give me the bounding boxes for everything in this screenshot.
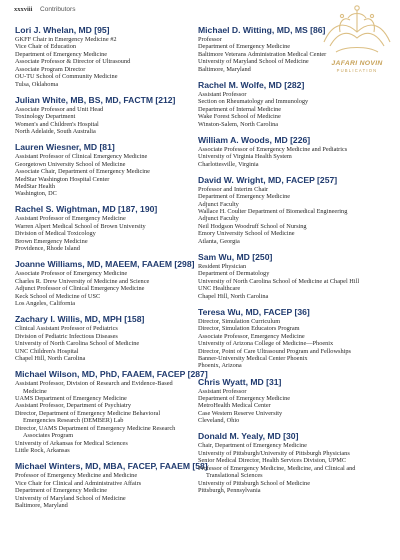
affiliation-line: Chair, Department of Emergency Medicine — [198, 442, 307, 450]
affiliation-line: Associate Professor and Unit Head — [15, 105, 104, 113]
affiliation-line: Translational Sciences — [206, 472, 263, 480]
affiliation-line: Associate Professor of Emergency Medicine — [15, 270, 128, 278]
affiliation-line: Division of Pediatric Infectious Diseases — [15, 332, 118, 340]
contributor-entry — [15, 259, 195, 307]
contributor-entry — [198, 175, 388, 246]
affiliation-line: Phoenix, Arizona — [198, 362, 242, 370]
affiliation-line: UNC Healthcare — [198, 285, 241, 293]
affiliation-line: University of North Carolina School of Medicine — [15, 340, 140, 348]
affiliation-line: Los Angeles, California — [15, 300, 75, 308]
affiliation-line: Emory University School of Medicine — [198, 230, 295, 238]
affiliation-line: Professor and Interim Chair — [198, 185, 269, 193]
affiliation-line: Adjunct Faculty — [198, 215, 239, 223]
affiliation-line: OU-TU School of Community Medicine — [15, 73, 118, 81]
contributor-entry — [15, 25, 195, 88]
affiliation-line: Cleveland, Ohio — [198, 417, 240, 425]
affiliation-line: University of Maryland School of Medicine — [198, 58, 309, 66]
affiliation-line: Department of Emergency Medicine — [198, 43, 291, 51]
affiliation-line: Associates Program — [23, 432, 74, 440]
affiliation-line: MedStar Washington Hospital Center — [15, 175, 110, 183]
affiliation-line: Department of Emergency Medicine — [15, 50, 108, 58]
affiliation-line: Professor of Emergency Medicine and Medicine — [15, 472, 138, 480]
watermark-brand: JAFARI NOVIN — [331, 60, 383, 67]
contributor-entry — [198, 307, 388, 370]
affiliation-line: Assistant Professor of Clinical Emergency Medicine — [15, 153, 148, 161]
affiliation-line: Adjunct Faculty — [198, 200, 239, 208]
affiliation-line: Tulsa, Oklahoma — [15, 80, 59, 88]
affiliation-line: Charlottesville, Virginia — [198, 160, 259, 168]
affiliation-line: Winston-Salem, North Carolina — [198, 120, 279, 128]
affiliation-line: GKFF Chair in Emergency Medicine #2 — [15, 36, 117, 43]
contributor-entry — [198, 431, 388, 494]
affiliation-line: Neil Hodgson Woodruff School of Nursing — [198, 222, 307, 230]
contributor-name: Lauren Wiesner, MD [81] — [15, 142, 115, 153]
affiliation-line: University of Arizona College of Medicine—Phoenix — [198, 340, 334, 348]
contributor-name: Sam Wu, MD [250] — [198, 251, 273, 262]
page-number: xxxviii — [14, 6, 33, 13]
affiliation-line: Banner-University Medical Center Phoenix — [198, 355, 308, 363]
affiliation-line: Vice Chair of Education — [15, 43, 76, 51]
affiliation-line: Section on Rheumatology and Immunology — [198, 98, 309, 106]
affiliation-line: Assistant Professor, Department of Psychiatry — [15, 402, 132, 410]
watermark-subtitle: PUBLICATION — [336, 68, 378, 73]
affiliation-line: University of Pittsburgh School of Medicine — [198, 479, 310, 487]
affiliation-line: Wallace H. Coulter Department of Biomedical Engineering — [198, 208, 348, 216]
affiliation-line: Clinical Assistant Professor of Pediatrics — [15, 325, 118, 333]
affiliation-line: Charles R. Drew University of Medicine and Science — [15, 277, 150, 285]
affiliation-line: Pittsburgh, Pennsylvania — [198, 487, 261, 495]
affiliation-line: Associate Professor, Emergency Medicine — [198, 332, 305, 340]
affiliation-line: UAMS Department of Emergency Medicine — [15, 394, 127, 402]
affiliation-line: Director, UAMS Department of Emergency Medicine Research — [15, 424, 176, 432]
contributor-entry — [15, 314, 195, 362]
affiliation-line: Director, Department of Emergency Medicine Behavioral — [15, 409, 161, 417]
contributor-name: Teresa Wu, MD, FACEP [36] — [198, 306, 310, 317]
contributor-entry — [198, 135, 388, 168]
affiliation-line: Chapel Hill, North Carolina — [198, 292, 269, 300]
contributor-entry — [15, 95, 195, 136]
affiliation-line: Baltimore Veterans Administration Medical Center — [198, 50, 327, 58]
affiliation-line: Brown Emergency Medicine — [15, 237, 88, 245]
contributor-entry — [198, 377, 388, 425]
affiliation-line: Resident Physician — [198, 262, 247, 270]
contributor-name: Lori J. Whelan, MD [95] — [15, 25, 110, 35]
affiliation-line: Division of Medical Toxicology — [15, 230, 96, 238]
affiliation-line: Georgetown University School of Medicine — [15, 160, 126, 168]
affiliation-line: MedStar Health — [15, 182, 56, 190]
contributor-entry — [15, 369, 208, 455]
affiliation-line: North Adelaide, South Australia — [15, 128, 96, 136]
affiliation-line: Emergencies Research (DEMBER) Lab — [23, 417, 124, 425]
affiliation-line: MetroHealth Medical Center — [198, 402, 271, 410]
contributor-name: Donald M. Yealy, MD [30] — [198, 431, 299, 442]
affiliation-line: Assistant Professor, Division of Research and Evidence-Based — [15, 380, 173, 388]
affiliation-line: Adjunct Professor of Clinical Emergency Medicine — [15, 285, 145, 293]
affiliation-line: Washington, DC — [15, 190, 57, 198]
contributor-name: Michael Wilson, MD, PhD, FAAEM, FACEP [287] — [15, 369, 208, 380]
affiliation-line: Department of Emergency Medicine — [198, 193, 291, 201]
affiliation-line: University of Arkansas for Medical Sciences — [15, 439, 128, 447]
contributor-entry — [15, 461, 208, 509]
affiliation-line: Director, Point of Care Ultrasound Program and Fellowships — [198, 347, 351, 355]
affiliation-line: Atlanta, Georgia — [198, 237, 240, 245]
affiliation-line: University of Pittsburgh/University of Pittsburgh Physicians — [198, 449, 350, 457]
contributor-name: Rachel M. Wolfe, MD [282] — [198, 79, 305, 90]
affiliation-line: Associate Program Director — [15, 65, 86, 73]
affiliation-line: University of Virginia Health System — [198, 153, 292, 161]
contributor-entry — [15, 204, 195, 252]
contributor-name: Joanne Williams, MD, MAEEM, FAAEM [298] — [15, 259, 195, 270]
affiliation-line: Associate Professor of Emergency Medicine and Pediatrics — [198, 145, 348, 153]
affiliation-line: Keck School of Medicine of USC — [15, 292, 101, 300]
affiliation-line: Medicine — [23, 387, 47, 395]
contributors-right-column — [198, 25, 388, 501]
affiliation-line: Department of Internal Medicine — [198, 105, 282, 113]
affiliation-line: Baltimore, Maryland — [198, 65, 251, 73]
section-title: Contributors — [40, 6, 76, 13]
contributors-left-column — [15, 25, 208, 516]
affiliation-line: Department of Emergency Medicine — [15, 487, 108, 495]
contributor-name: William A. Woods, MD [226] — [198, 134, 311, 145]
affiliation-line: Associate Chair, Department of Emergency Medicine — [15, 168, 150, 176]
affiliation-line: Director, Simulation Curriculum — [198, 317, 281, 325]
affiliation-line: Department of Emergency Medicine — [198, 394, 291, 402]
affiliation-line: Associate Professor & Director of Ultrasound — [15, 58, 131, 66]
affiliation-line: Women's and Children's Hospital — [15, 120, 99, 128]
contributor-name: Rachel S. Wightman, MD [187, 190] — [15, 204, 158, 215]
contributor-name: Chris Wyatt, MD [31] — [198, 376, 282, 387]
affiliation-line: Providence, Rhode Island — [15, 245, 80, 253]
affiliation-line: Chapel Hill, North Carolina — [15, 355, 86, 363]
affiliation-line: UNC Children's Hospital — [15, 347, 79, 355]
contributor-entry — [198, 252, 388, 300]
contributor-name: Julian White, MB, BS, MD, FACTM [212] — [15, 94, 176, 105]
affiliation-line: Professor of Emergency Medicine, Medicine, and Clinical and — [198, 464, 356, 472]
affiliation-line: Baltimore, Maryland — [15, 502, 68, 509]
affiliation-line: Vice Chair for Clinical and Administrative Affairs — [15, 479, 142, 487]
contributor-name: Michael Winters, MD, MBA, FACEP, FAAEM [58] — [15, 461, 208, 472]
affiliation-line: Senior Medical Director, Health Services Division, UPMC — [198, 457, 347, 465]
contributor-entry — [15, 142, 195, 198]
affiliation-line: Director, Simulation Educators Program — [198, 325, 300, 333]
affiliation-line: Assistant Professor — [198, 90, 247, 98]
contributor-name: Zachary I. Willis, MD, MPH [158] — [15, 314, 145, 325]
affiliation-line: Wake Forest School of Medicine — [198, 113, 281, 121]
affiliation-line: Assistant Professor — [198, 387, 247, 395]
affiliation-line: Toxinology Department — [15, 113, 76, 121]
affiliation-line: Professor — [198, 36, 222, 43]
contributor-name: Michael D. Witting, MD, MS [86] — [198, 25, 326, 35]
contributor-entry — [198, 80, 388, 128]
contributor-entry — [198, 25, 388, 73]
affiliation-line: Department of Dermatology — [198, 270, 270, 278]
affiliation-line: Little Rock, Arkansas — [15, 447, 70, 455]
affiliation-line: Assistant Professor of Emergency Medicine — [15, 215, 126, 223]
affiliation-line: University of Maryland School of Medicine — [15, 494, 126, 502]
contributor-name: David W. Wright, MD, FACEP [257] — [198, 174, 338, 185]
affiliation-line: University of North Carolina School of Medicine at Chapel Hill — [198, 277, 360, 285]
affiliation-line: Warren Alpert Medical School of Brown University — [15, 222, 146, 230]
affiliation-line: Case Western Reserve University — [198, 409, 283, 417]
